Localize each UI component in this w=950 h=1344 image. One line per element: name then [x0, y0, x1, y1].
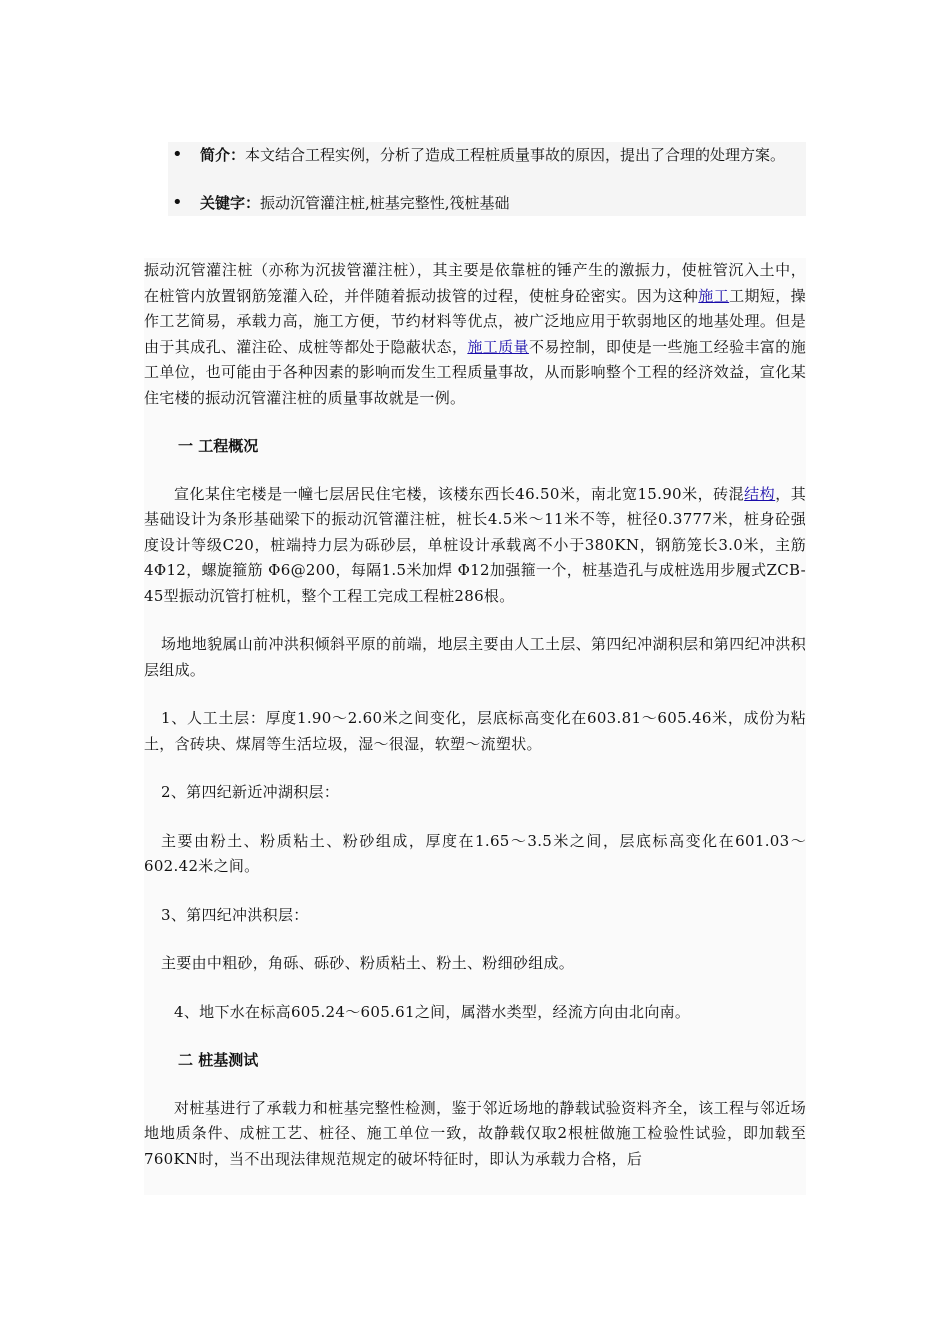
document-page: [144, 0, 806, 1344]
summary-item: [168, 142, 806, 168]
overview-paragraph: [144, 482, 806, 610]
summary-label: 简介：: [200, 146, 246, 164]
bullet-icon: •: [172, 144, 183, 165]
intro-text-2: 工期短，操作工艺简易，承载力高，施工方便，节约材料等优点，被广泛地应用于软弱地区的地基处理。但是由于其成孔、灌注砼、成桩等都处于隐蔽状态，: [144, 286, 806, 356]
layer-2-paragraph: 主要由粉土、粉质粘土、粉砂组成，厚度在1.65～3.5米之间，层底标高变化在601.03～602.42米之间。: [144, 831, 806, 875]
section-heading-overview: 一 工程概况: [178, 437, 259, 455]
keywords-text: 振动沉管灌注桩,桩基完整性,筏桩基础: [260, 194, 510, 212]
layer-3-heading: 3、第四纪冲洪积层：: [161, 905, 309, 924]
article-body: [144, 258, 806, 1195]
intro-text-3: 不易控制，即使是一些施工经验丰富的施工单位，也可能由于各种因素的影响而发生工程质量事故，从而影响整个工程的经济效益，宣化某住宅楼的振动沉管灌注桩的质量事故就是一例。: [144, 337, 806, 407]
article-meta: [168, 142, 806, 216]
link-construction[interactable]: 施工: [698, 286, 730, 305]
keywords-item: [168, 190, 806, 216]
testing-paragraph: 对桩基进行了承载力和桩基完整性检测，鉴于邻近场地的静载试验资料齐全，该工程与邻近场地地质条件、成桩工艺、桩径、施工单位一致，故静载仅取2根桩做施工检验性试验，即加载至760KN时，当不出现法律规范规定的破坏特征时，即认为承载力合格，后: [144, 1098, 806, 1168]
bullet-icon: •: [172, 192, 183, 213]
keywords-label: 关键字：: [200, 194, 261, 212]
overview-text-1: 宣化某住宅楼是一幢七层居民住宅楼，该楼东西长46.50米，南北宽15.90米，砖混: [174, 484, 745, 503]
link-structure[interactable]: 结构: [744, 484, 776, 503]
section-heading-testing: 二 桩基测试: [178, 1051, 259, 1069]
intro-text-1: 振动沉管灌注桩（亦称为沉拔管灌注桩），其主要是依靠桩的锤产生的激振力，使桩管沉入土中，在桩管内放置钢筋笼灌入砼，并伴随着振动拔管的过程，使桩身砼密实。因为这种: [144, 261, 806, 305]
summary-text: 本文结合工程实例，分析了造成工程桩质量事故的原因，提出了合理的处理方案。: [245, 146, 786, 164]
layer-3-paragraph: 主要由中粗砂，角砾、砾砂、粉质粘土、粉土、粉细砂组成。: [161, 954, 575, 972]
intro-paragraph: [144, 258, 806, 411]
layer-1-paragraph: 1、人工土层：厚度1.90～2.60米之间变化，层底标高变化在603.81～605.46米，成份为粘土，含砖块、煤屑等生活垃圾，湿～很湿，软塑～流塑状。: [144, 709, 806, 753]
terrain-paragraph: 场地地貌属山前冲洪积倾斜平原的前端，地层主要由人工土层、第四纪冲湖积层和第四纪冲洪积层组成。: [144, 635, 806, 679]
link-construction-quality[interactable]: 施工质量: [467, 337, 529, 356]
overview-text-2: ，其基础设计为条形基础梁下的振动沉管灌注桩，桩长4.5米～11米不等，桩径0.3777米，桩身砼强度设计等级C20，桩端持力层为砾砂层，单桩设计承载离不小于380KN，钢筋笼长3.0米，主筋4Φ12，螺旋箍筋 Φ6@200，每隔1.5米加焊 Φ12加强箍一个，桩基造孔与成桩选用步履式ZCB-45型振动沉管打桩机，整个工程工完成工程桩286根。: [144, 484, 806, 605]
groundwater-paragraph: 4、地下水在标高605.24～605.61之间，属潜水类型，经流方向由北向南。: [174, 1002, 691, 1021]
layer-2-heading: 2、第四纪新近冲湖积层：: [161, 783, 340, 801]
